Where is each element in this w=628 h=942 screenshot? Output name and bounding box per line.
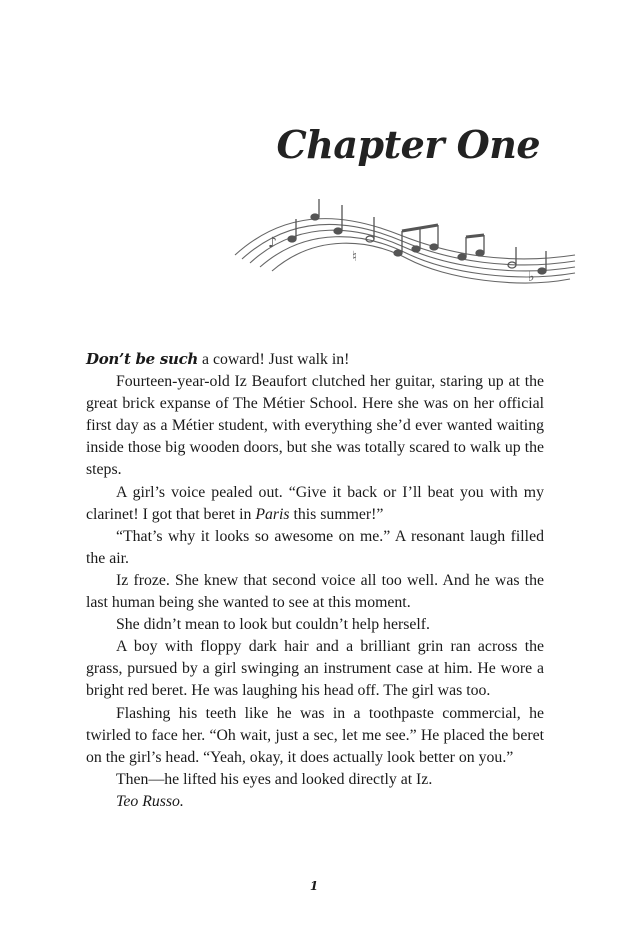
paragraph-text: A girl’s voice pealed out. “Give it back or I’ll beat you with my clarinet! I got that beret in <box>86 483 544 523</box>
svg-text:♪: ♪ <box>268 235 277 251</box>
paragraph-4: “That’s why it looks so awesome on me.” A resonant laugh filled the air. <box>86 527 544 567</box>
paragraph-6: She didn’t mean to look but couldn’t help herself. <box>116 616 430 634</box>
paragraph-text: a coward! Just walk in! <box>198 351 350 368</box>
musical-staff-ornament-icon <box>230 195 580 295</box>
paragraph-9: Then—he lifted his eyes and looked directly at Iz. <box>116 770 433 788</box>
chapter-body <box>86 348 544 813</box>
paragraph-text: this summer!” <box>289 505 384 523</box>
svg-text:♮: ♮ <box>352 249 358 265</box>
paragraph-2: Fourteen-year-old Iz Beaufort clutched her guitar, staring up at the great brick expanse of The Métier School. Here she was on her official first day as a Métier student, with everything she’d ever wanted waiting inside those big wooden doors, but she was totally scared to walk up the steps. <box>86 373 544 479</box>
chapter-title: Chapter One <box>276 122 540 167</box>
italic-lead-in: Don’t be such <box>86 350 199 368</box>
svg-text:♭: ♭ <box>528 269 535 285</box>
paragraph-10 <box>86 791 544 813</box>
paragraph-5: Iz froze. She knew that second voice all too well. And he was the last human being she wanted to see at this moment. <box>86 571 544 612</box>
paragraph-3 <box>86 482 544 526</box>
paragraph-8: Flashing his teeth like he was in a toothpaste commercial, he twirled to face her. “Oh wait, just a sec, let me see.” He placed the beret on the girl’s head. “Yeah, okay, it does actually look better on you.” <box>86 704 544 766</box>
italic-name: Teo Russo. <box>116 792 184 810</box>
paragraph-1 <box>86 348 544 371</box>
paragraph-7: A boy with floppy dark hair and a brilliant grin ran across the grass, pursued by a girl swinging an instrument case at him. He wore a bright red beret. He was laughing his head off. The girl was too. <box>86 638 544 700</box>
italic-word: Paris <box>255 505 290 523</box>
page-number: 1 <box>309 879 319 893</box>
